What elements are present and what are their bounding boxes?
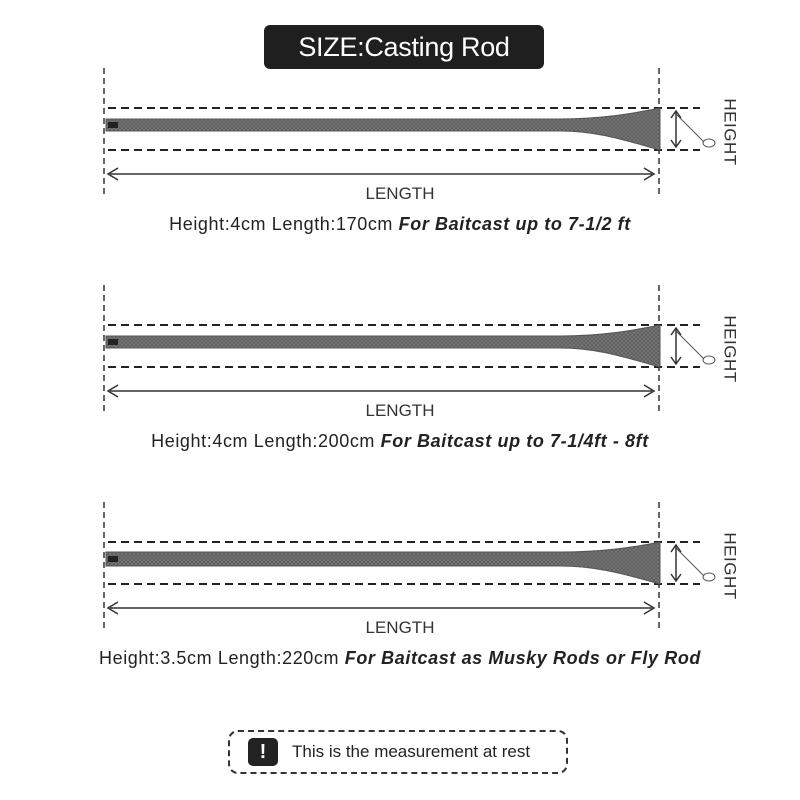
height-label: HEIGHT xyxy=(720,98,740,166)
rod-sleeve-diagram-3 xyxy=(0,494,800,644)
diagram-3-caption xyxy=(0,648,800,669)
rod-sleeve-diagram-2 xyxy=(0,277,800,427)
diagram-2-usage: For Baitcast up to 7-1/4ft - 8ft xyxy=(380,431,649,451)
exclamation-icon: ! xyxy=(248,738,278,766)
diagram-3-usage: For Baitcast as Musky Rods or Fly Rod xyxy=(344,648,702,668)
rod-sleeve-diagram-1 xyxy=(0,60,800,210)
length-label: LENGTH xyxy=(365,618,435,637)
length-label: LENGTH xyxy=(365,184,435,203)
diagram-2-caption xyxy=(0,431,800,452)
diagram-1-caption xyxy=(0,214,800,235)
height-label: HEIGHT xyxy=(720,315,740,383)
diagram-1-specs: Height:4cm Length:170cm xyxy=(169,214,394,234)
measurement-note xyxy=(228,730,568,774)
diagram-3-specs: Height:3.5cm Length:220cm xyxy=(98,648,340,668)
note-text: This is the measurement at rest xyxy=(292,742,531,761)
diagram-1-usage: For Baitcast up to 7-1/2 ft xyxy=(398,214,631,234)
diagram-2-specs: Height:4cm Length:200cm xyxy=(151,431,376,451)
height-label: HEIGHT xyxy=(720,532,740,600)
length-label: LENGTH xyxy=(365,401,435,420)
page-title: SIZE:Casting Rod xyxy=(264,25,544,69)
